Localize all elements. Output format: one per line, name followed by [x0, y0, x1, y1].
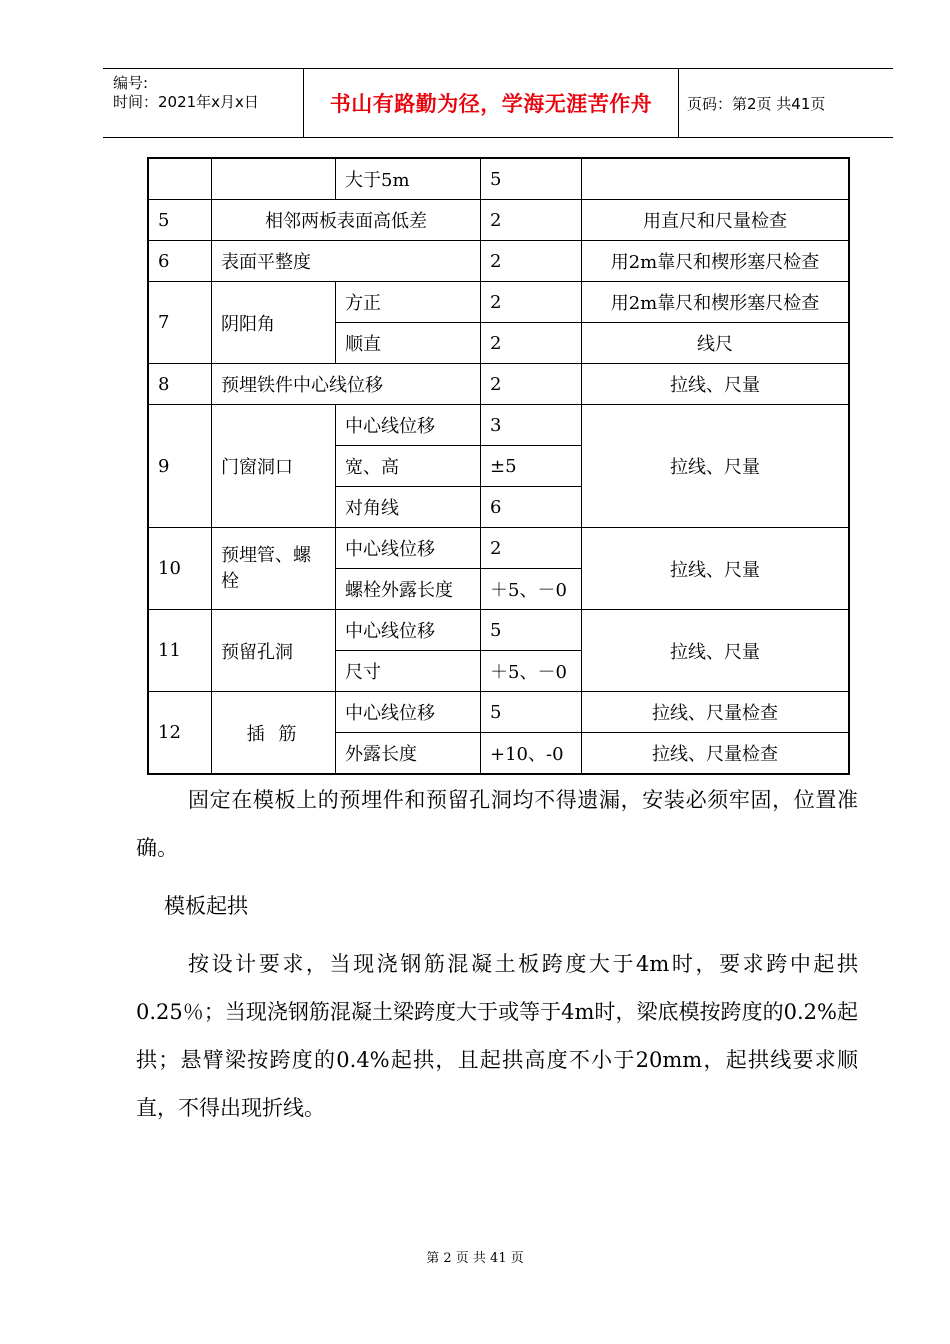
header-page-label: 页码：第2页 共41页: [687, 94, 826, 113]
header-meta: [103, 69, 303, 137]
cell-sub: 中心线位移: [336, 610, 481, 651]
doc-number-label: 编号:: [113, 74, 149, 92]
cell-value: 2: [481, 282, 582, 323]
cell-sub: 尺寸: [336, 651, 481, 692]
doc-time-label: 时间：2021年x月x日: [113, 93, 259, 111]
tolerance-table: [147, 157, 850, 775]
cell-sub: 中心线位移: [336, 692, 481, 733]
cell-no: 10: [148, 528, 212, 610]
cell-no: 8: [148, 364, 212, 405]
cell-no: 6: [148, 241, 212, 282]
page-footer: 第 2 页 共 41 页: [426, 1251, 524, 1266]
cell-value: 2: [481, 241, 582, 282]
cell-value: ±5: [481, 446, 582, 487]
header-slogan-cell: [303, 69, 679, 137]
table-row: [148, 405, 849, 446]
paragraph-camber: 按设计要求，当现浇钢筋混凝土板跨度大于4m时，要求跨中起拱0.25％；当现浇钢筋混凝土梁跨度大于或等于4m时，梁底模按跨度的0.2%起拱；悬臂梁按跨度的0.4%起拱，且起拱高度不小于20mm，起拱线要求顺直，不得出现折线。: [136, 952, 858, 1120]
cell-value: 6: [481, 487, 582, 528]
table-row: [148, 200, 849, 241]
cell-sub: 大于5m: [336, 158, 481, 200]
cell-item: 预埋铁件中心线位移: [212, 364, 481, 405]
cell-value: 5: [481, 158, 582, 200]
cell-method: 用直尺和尺量检查: [582, 200, 850, 241]
table-row: [148, 364, 849, 405]
cell-no: 11: [148, 610, 212, 692]
cell-sub: 中心线位移: [336, 405, 481, 446]
table-row: [148, 158, 849, 200]
cell-no: 5: [148, 200, 212, 241]
cell-method: 用2m靠尺和楔形塞尺检查: [582, 241, 850, 282]
table-row: [148, 610, 849, 651]
cell-item: 插 筋: [212, 692, 336, 775]
table-row: [148, 692, 849, 733]
cell-value: 2: [481, 323, 582, 364]
section-heading: 模板起拱: [164, 894, 248, 918]
cell-method: 拉线、尺量检查: [582, 692, 850, 733]
cell-item: 预留孔洞: [212, 610, 336, 692]
cell-item: 阴阳角: [212, 282, 336, 364]
cell-value: 5: [481, 692, 582, 733]
cell-value: 5: [481, 610, 582, 651]
cell-sub: 螺栓外露长度: [336, 569, 481, 610]
cell-sub: 方正: [336, 282, 481, 323]
cell-item: 表面平整度: [212, 241, 481, 282]
cell-method: 拉线、尺量: [582, 364, 850, 405]
cell-value: ＋5、－0: [481, 651, 582, 692]
table-row: [148, 241, 849, 282]
table-row: [148, 528, 849, 569]
cell-method: 拉线、尺量: [582, 528, 850, 610]
paragraph-embedded-parts: 固定在模板上的预埋件和预留孔洞均不得遗漏，安装必须牢固，位置准确。: [136, 788, 858, 860]
cell-method: [582, 158, 850, 200]
cell-method: 用2m靠尺和楔形塞尺检查: [582, 282, 850, 323]
cell-no: 9: [148, 405, 212, 528]
table-row: [148, 282, 849, 323]
cell-value: ＋5、－0: [481, 569, 582, 610]
cell-sub: 顺直: [336, 323, 481, 364]
cell-item: 相邻两板表面高低差: [212, 200, 481, 241]
cell-method: 拉线、尺量: [582, 405, 850, 528]
cell-item: 预埋管、螺栓: [212, 528, 336, 610]
cell-value: 3: [481, 405, 582, 446]
cell-method: 线尺: [582, 323, 850, 364]
cell-item: 门窗洞口: [212, 405, 336, 528]
page-header: [103, 68, 893, 138]
header-page-cell: [679, 69, 893, 137]
cell-sub: 对角线: [336, 487, 481, 528]
cell-sub: 宽、高: [336, 446, 481, 487]
cell-value: 2: [481, 528, 582, 569]
cell-value: 2: [481, 364, 582, 405]
cell-sub: 外露长度: [336, 733, 481, 775]
cell-method: 拉线、尺量检查: [582, 733, 850, 775]
header-slogan: 书山有路勤为径，学海无涯苦作舟: [329, 92, 653, 116]
cell-method: 拉线、尺量: [582, 610, 850, 692]
cell-value: +10、-0: [481, 733, 582, 775]
cell-no: 7: [148, 282, 212, 364]
cell-no: 12: [148, 692, 212, 775]
cell-value: 2: [481, 200, 582, 241]
cell-sub: 中心线位移: [336, 528, 481, 569]
